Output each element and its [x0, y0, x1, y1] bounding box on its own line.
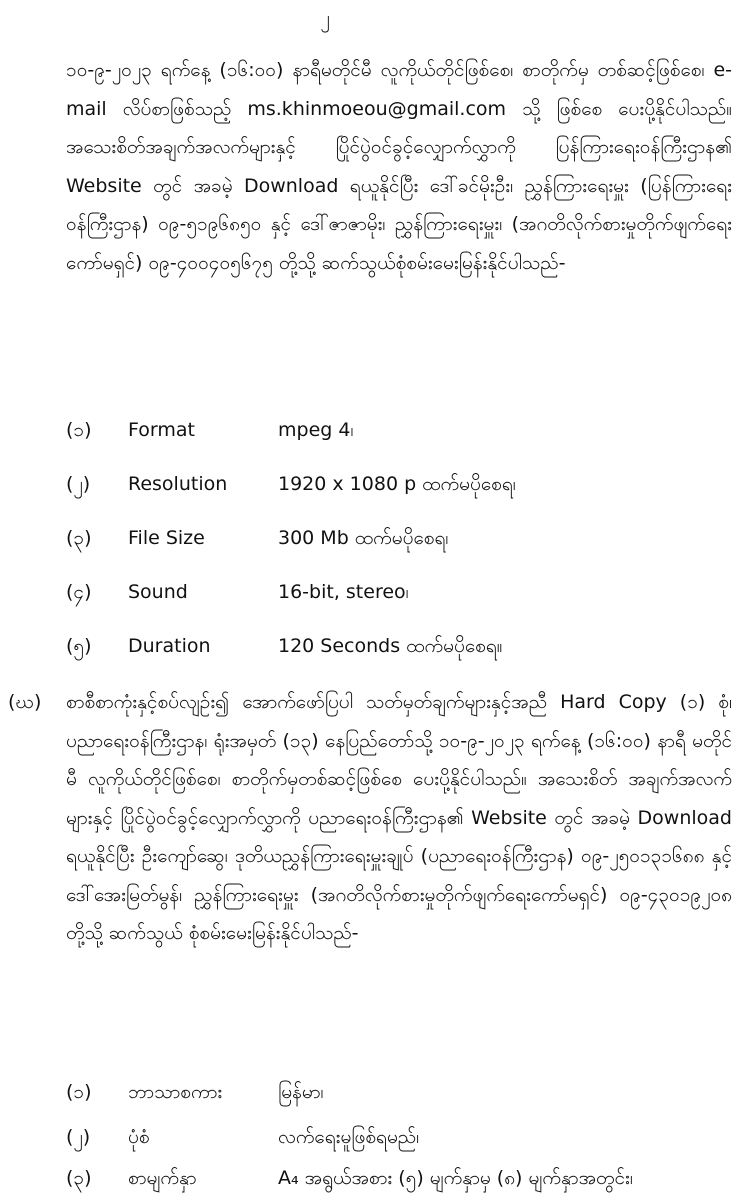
spec-number: (၂): [66, 473, 91, 495]
spec-label: File Size: [128, 527, 205, 549]
paragraph-essay-submission: စာစီစာကုံးနှင့်စပ်လျဉ်း၍ အောက်ဖော်ပြပါ သတ်မှတ်ချက်များနှင့်အညီ Hard Copy (၁) စုံ၊ ပညာရေးဝန်ကြီးဌာန၊ ရုံးအမှတ် (၁၃) နေပြည်တော်သို့ ၁၀-၉-၂၀၂၃ ရက်နေ့ (၁၆:၀၀) နာရီ မတိုင်မီ လူကိုယ်တိုင်ဖြစ်စေ၊ စာတိုက်မှတစ်ဆင့်ဖြစ်စေ ပေးပို့နိုင်ပါသည်။ အသေးစိတ် အချက်အလက်များနှင့် ပြိုင်ပွဲဝင်ခွင့်လျှောက်လွှာကို ပညာရေးဝန်ကြီးဌာန၏ Website တွင် အခမဲ့ Download ရယူနိုင်ပြီး ဦးကျော်ဆွေ၊ ဒုတိယညွှန်ကြားရေးမှူးချုပ် (ပညာရေးဝန်ကြီးဌာန) ၀၉-၂၅၀၁၃၁၆၈၈ နှင့် ဒေါ်အေးမြတ်မွန်၊ ညွှန်ကြားရေးမှူး (အဂတိလိုက်စားမှုတိုက်ဖျက်ရေးကော်မရှင်) ၀၉-၄၃၀၁၉၂၀၈ တို့သို့ ဆက်သွယ် စုံစမ်းမေးမြန်းနိုင်ပါသည်-: [66, 691, 732, 944]
spec-label: Sound: [128, 581, 188, 603]
requirement-label: ပုံစံ: [128, 1126, 150, 1148]
spec-label: Resolution: [128, 473, 228, 495]
requirement-value: A₄ အရွယ်အစား (၅) မျက်နှာမှ (၈) မျက်နှာအတွင်း၊: [278, 1167, 633, 1189]
spec-number: (၁): [66, 419, 92, 441]
page-number: ၂: [320, 7, 330, 29]
requirement-label: ဘာသာစကား: [128, 1081, 223, 1103]
spec-row-sound: [66, 577, 736, 607]
spec-row-file-size: [66, 523, 736, 553]
spec-label: Duration: [128, 635, 211, 657]
requirement-row-language: [66, 1077, 736, 1107]
requirement-value: လက်ရေးမူဖြစ်ရမည်၊: [278, 1126, 420, 1148]
spec-number: (၃): [66, 527, 92, 549]
spec-row-duration: [66, 631, 736, 661]
spec-number: (၄): [66, 581, 92, 603]
spec-value: 16-bit, stereo၊: [278, 581, 409, 603]
spec-value: mpeg 4၊: [278, 419, 354, 441]
requirement-label: စာမျက်နှာ: [128, 1167, 197, 1189]
section-marker-gha: (ဃ): [8, 691, 42, 713]
spec-number: (၅): [66, 635, 92, 657]
spec-value: 300 Mb ထက်မပိုစေရ၊: [278, 527, 449, 549]
spec-row-format: [66, 415, 736, 445]
requirement-number: (၃): [66, 1167, 92, 1189]
requirement-number: (၁): [66, 1081, 92, 1103]
spec-value: 120 Seconds ထက်မပိုစေရ။: [278, 635, 503, 657]
requirement-value: မြန်မာ၊: [278, 1081, 324, 1103]
requirement-row-format: [66, 1122, 736, 1152]
paragraph-submission-info: ၁၀-၉-၂၀၂၃ ရက်နေ့ (၁၆:၀၀) နာရီမတိုင်မီ လူကိုယ်တိုင်ဖြစ်စေ၊ စာတိုက်မှ တစ်ဆင့်ဖြစ်စေ၊ e-mail လိပ်စာဖြစ်သည့် ms.khinmoeou@gmail.com သို့ ဖြစ်စေ ပေးပို့နိုင်ပါသည်။ အသေးစိတ်အချက်အလက်များနှင့် ပြိုင်ပွဲဝင်ခွင့်လျှောက်လွှာကို ပြန်ကြားရေးဝန်ကြီးဌာန၏ Website တွင် အခမဲ့ Download ရယူနိုင်ပြီး ဒေါ်ခင်မိုးဦး၊ ညွှန်ကြားရေးမှူး (ပြန်ကြားရေးဝန်ကြီးဌာန) ၀၉-၅၁၉၆၈၅၀ နှင့် ဒေါ်ဇာဇာမိုး၊ ညွှန်ကြားရေးမှူး၊ (အဂတိလိုက်စားမှုတိုက်ဖျက်ရေးကော်မရှင်) ၀၉-၄၀၀၄၀၅၆၇၅ တို့သို့ ဆက်သွယ်စုံစမ်းမေးမြန်းနိုင်ပါသည်-: [66, 59, 732, 274]
spec-row-resolution: [66, 469, 736, 499]
requirement-row-pages: [66, 1163, 736, 1193]
spec-label: Format: [128, 419, 195, 441]
requirement-number: (၂): [66, 1126, 91, 1148]
spec-value: 1920 x 1080 p ထက်မပိုစေရ၊: [278, 473, 516, 495]
